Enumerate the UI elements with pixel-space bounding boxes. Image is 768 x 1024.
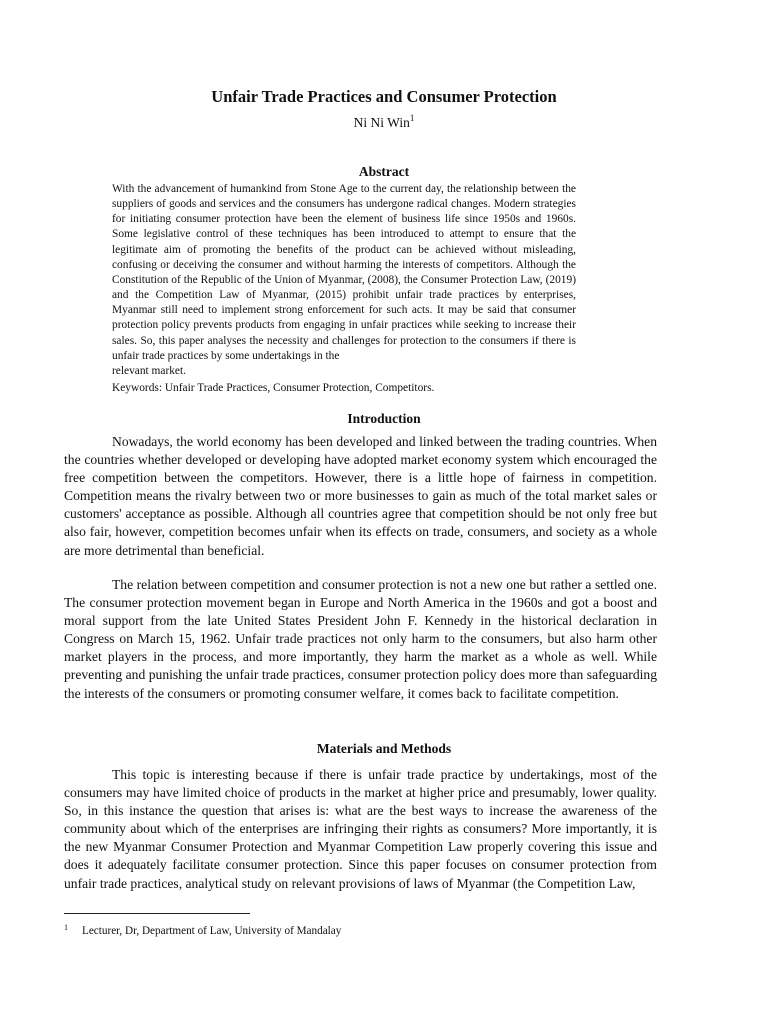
footnote <box>64 920 664 939</box>
author-name: Ni Ni Win <box>353 115 410 130</box>
introduction-heading: Introduction <box>347 411 421 426</box>
intro-paragraph-2: The relation between competition and consumer protection is not a new one but rather a settled one. The consumer protection movement began in Europe and North America in the 1960s and got a boost and moral support from the late United States President John F. Kennedy in the historical declaration in Congress on March 15, 1962. Unfair trade practices not only harm to the consumers, but also harm other market players in the process, and more importantly, they harm the market as a whole as well. While preventing and punishing the unfair trade practices, consumer protection policy does more than safeguarding the interests of the consumers or promoting consumer welfare, it comes back to facilitate competition. <box>64 577 657 701</box>
abstract-last-line: relevant market. <box>112 364 187 377</box>
methods-paragraph-1: This topic is interesting because if there is unfair trade practice by undertakings, most of the consumers may have limited choice of products in the market at higher price and presumably, lower quality. So, in this instance the question that arises is: what are the best ways to increase the awareness of the community about which of the enterprises are infringing their rights as consumers? More importantly, it is the new Myanmar Consumer Protection and Myanmar Competition Law properly covering this issue and does it adequately facilitate consumer protection. Since this paper focuses on consumer protection from unfair trade practices, analytical study on relevant provisions of laws of Myanmar (the Competition Law, <box>64 767 657 891</box>
intro-paragraph-1: Nowadays, the world economy has been developed and linked between the trading countries. When the countries whether developed or developing have adopted market economy system which encouraged the free competition between the competitors. However, there is a little hope of fairness in competition. Competition means the rivalry between two or more businesses to gain as much of the total market sales or customers' acceptance as possible. Although all countries agree that competition should be not only free but also fair, however, competition becomes unfair when its effects on trade, consumers, and society as a whole are more detrimental than beneficial. <box>64 434 657 558</box>
author-line <box>22 114 746 132</box>
abstract-text: With the advancement of humankind from Stone Age to the current day, the relationship between the suppliers of goods and services and the consumers has undergone radical changes. Modern strategies for initiating consumer protection have been the element of business life since 1950s and 1960s. Some legislative control of these techniques has been introduced to attempt to ensure that the legitimate aim of promoting the benefits of the product can be achieved without misleading, confusing or deceiving the consumer and without harming the interests of competitors. Although the Constitution of the Republic of the Union of Myanmar, (2008), the Consumer Protection Law, (2019) and the Competition Law of Myanmar, (2015) prohibit unfair trade practices by enterprises, Myanmar still need to implement strong enforcement for such acts. It may be said that consumer protection policy prevents products from engaging in unfair practices while seeking to increase their sales. So, this paper analyses the necessity and challenges for protection to the consumers if there is unfair trade practices by some undertakings in the <box>112 183 576 362</box>
author-footnote-mark[interactable]: 1 <box>409 113 415 123</box>
footnote-mark: 1 <box>64 923 68 932</box>
paper-title: Unfair Trade Practices and Consumer Protection <box>211 87 557 106</box>
materials-methods-heading: Materials and Methods <box>316 741 452 756</box>
abstract-body <box>112 182 576 379</box>
footnote-text: Lecturer, Dr, Department of Law, University of Mandalay <box>82 925 342 937</box>
abstract-heading: Abstract <box>358 164 410 179</box>
footnote-divider <box>64 913 250 914</box>
keywords: Keywords: Unfair Trade Practices, Consumer Protection, Competitors. <box>112 382 435 394</box>
